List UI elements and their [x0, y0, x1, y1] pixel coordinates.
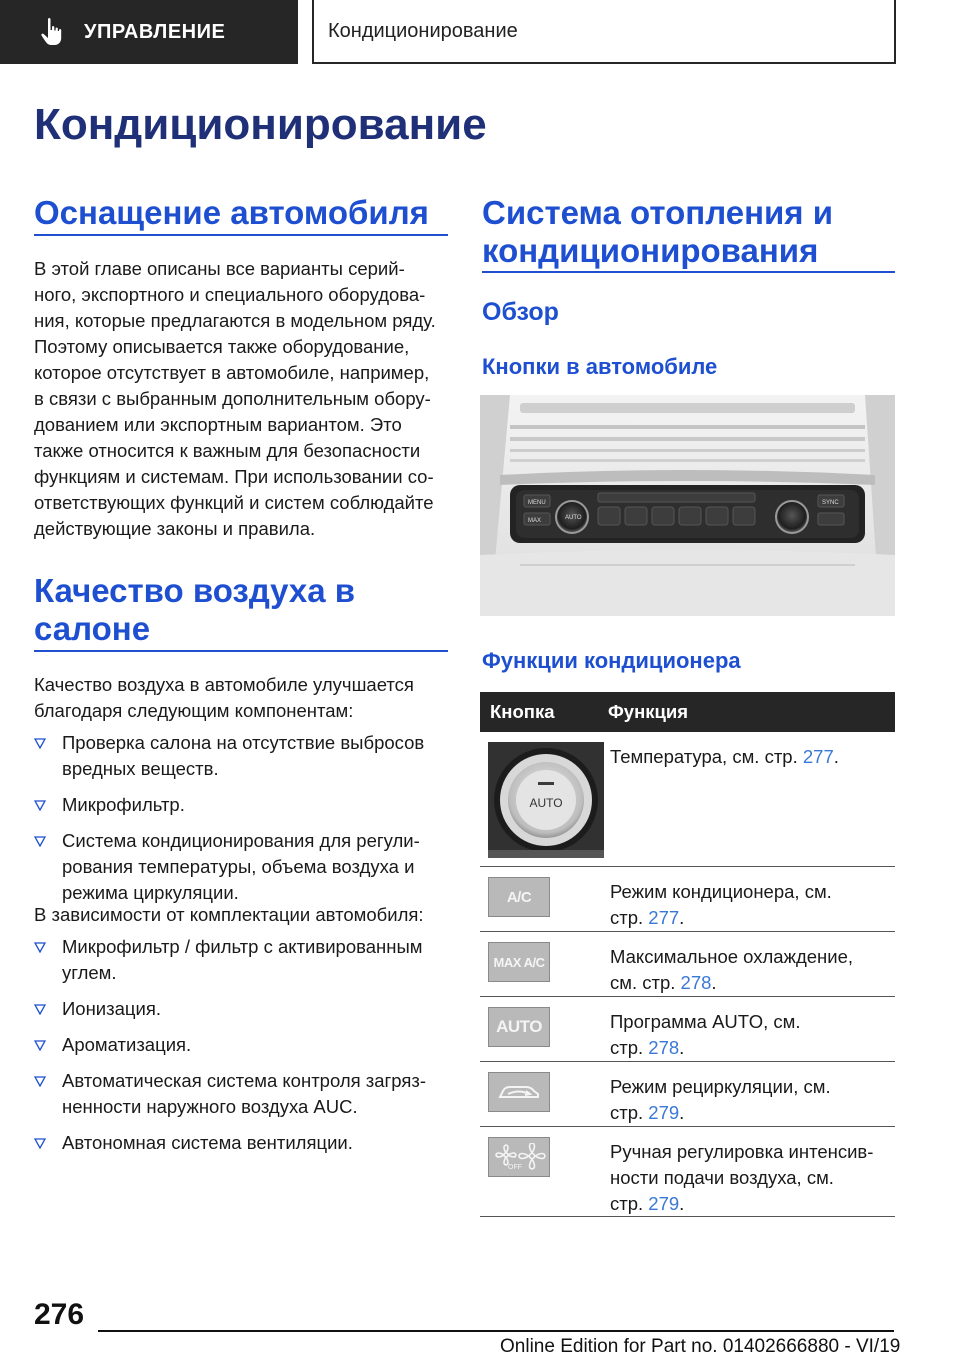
functions-table [480, 692, 895, 1217]
auto-button-icon: AUTO [488, 1007, 550, 1047]
auto-knob-icon [488, 742, 604, 858]
list-item: Ароматизация. [34, 1032, 448, 1058]
air-quality-intro: Качество воздуха в автомобиле улучшается благодаря следующим компонентам: [34, 674, 414, 721]
list-item: Проверка салона на отсутствие выбросов вредных веществ. [34, 730, 448, 782]
svg-text:SYNC: SYNC [822, 500, 839, 506]
recirculation-icon [488, 1072, 550, 1112]
svg-text:AUTO: AUTO [565, 515, 582, 521]
column-header-function: Функция [608, 701, 689, 722]
triangle-bullet-icon [34, 1040, 46, 1051]
function-description: Максимальное охлаждение, см. стр. 278. [610, 946, 854, 993]
triangle-bullet-icon [34, 738, 46, 749]
ac-button-icon: A/C [488, 877, 550, 917]
air-quality-heading-rule [34, 650, 448, 652]
chapter-label: Кондиционирование [328, 19, 518, 42]
max-ac-button-icon: MAX A/C [488, 942, 550, 982]
system-heading: Система отопления и кондиционирования [482, 194, 834, 269]
function-description: Режим кондиционера, см. стр. 277. [610, 881, 832, 928]
page-link[interactable]: 279 [648, 1193, 680, 1214]
page-link[interactable]: 278 [648, 1037, 680, 1058]
triangle-bullet-icon [34, 942, 46, 953]
column-header-button: Кнопка [490, 701, 555, 722]
list-item: Микрофильтр. [34, 792, 448, 818]
equipment-heading: Оснащение автомобиля [34, 194, 429, 231]
table-row [480, 732, 895, 867]
overview-heading: Обзор [482, 298, 559, 326]
page-title: Кондиционирование [34, 100, 487, 149]
triangle-bullet-icon [34, 1004, 46, 1015]
hand-pointer-icon [40, 17, 64, 47]
climate-panel-photo [480, 395, 895, 616]
functions-heading: Функции кондиционера [482, 648, 741, 673]
buttons-heading: Кнопки в автомобиле [482, 354, 718, 379]
function-description: Режим рециркуляции, см. стр. 279. [610, 1076, 831, 1123]
list-item: Ионизация. [34, 996, 448, 1022]
edition-footer: Online Edition for Part no. 01402666880 - VI/19 [500, 1336, 901, 1357]
list-item: Система кондиционирования для регули- рования температуры, объема воздуха и режима циркуляции. [34, 828, 448, 906]
table-row [480, 867, 895, 932]
svg-text:MENU: MENU [528, 500, 546, 506]
list-item: Автоматическая система контроля загряз- ненности наружного воздуха AUC. [34, 1068, 448, 1120]
triangle-bullet-icon [34, 800, 46, 811]
table-header [480, 692, 895, 732]
page-link[interactable]: 277 [802, 746, 834, 767]
system-heading-rule [482, 271, 895, 273]
svg-text:AUTO: AUTO [529, 796, 563, 810]
list-item: Микрофильтр / фильтр с активированным углем. [34, 934, 448, 986]
footer-rule [98, 1330, 894, 1332]
table-row [480, 1062, 895, 1127]
triangle-bullet-icon [34, 836, 46, 847]
page-link[interactable]: 279 [648, 1102, 680, 1123]
section-tab[interactable] [0, 0, 298, 64]
svg-text:OFF: OFF [508, 1164, 522, 1171]
page-number: 276 [34, 1298, 85, 1331]
section-label: УПРАВЛЕНИЕ [84, 20, 226, 43]
components-list [34, 730, 448, 916]
function-description: Температура, см. стр. 277. [610, 746, 839, 767]
options-list [34, 934, 448, 1166]
list-item: Автономная система вентиляции. [34, 1130, 448, 1156]
fan-speed-icon [488, 1137, 550, 1177]
function-description: Программа AUTO, см. стр. 278. [610, 1011, 801, 1058]
depends-text: В зависимости от комплектации автомобиля: [34, 904, 424, 925]
function-description: Ручная регулировка интенсив- ности подачи воздуха, см. стр. 279. [610, 1141, 874, 1214]
air-quality-heading: Качество воздуха в салоне [34, 572, 356, 647]
table-row [480, 932, 895, 997]
page-link[interactable]: 277 [648, 907, 680, 928]
svg-text:MAX: MAX [528, 518, 542, 524]
triangle-bullet-icon [34, 1076, 46, 1087]
equipment-heading-rule [34, 234, 448, 236]
chapter-box[interactable] [312, 0, 896, 64]
triangle-bullet-icon [34, 1138, 46, 1149]
page-link[interactable]: 278 [680, 972, 712, 993]
table-row [480, 1127, 895, 1217]
equipment-paragraph: В этой главе описаны все варианты серий- ного, экспортного и специального оборудова- ния, которые предлагаются в модельном ряду. Поэтому описывается также оборудование, которое отсутствует в автомобиле, например, в связи с выбранным дополнительным обору- дованием или экспортным вариантом. Это также относится к важным для безопасности функциям и системам. При использовании со- ответствующих функций и систем соблюдайте действующие законы и правила. [34, 258, 436, 539]
table-row [480, 997, 895, 1062]
